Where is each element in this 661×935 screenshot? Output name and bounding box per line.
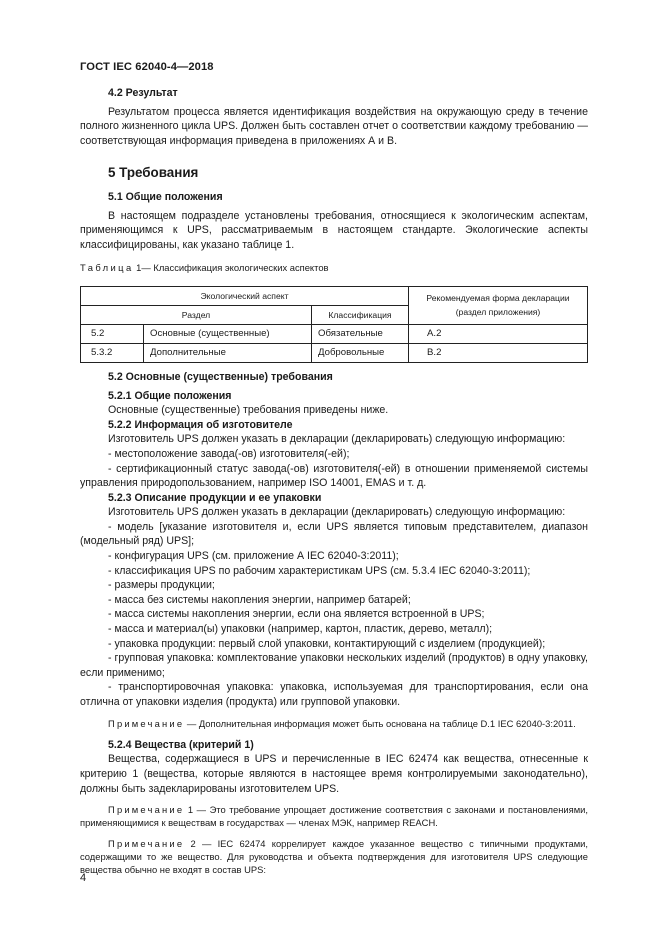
table-header-classification: Классификация bbox=[312, 305, 409, 324]
list-item: - масса и материал(ы) упаковки (например, картон, пластик, дерево, металл); bbox=[108, 623, 493, 636]
list-item: - классификация UPS по рабочим характеристикам UPS (см. 5.3.4 IEC 62040-3:2011); bbox=[108, 564, 531, 577]
table-header-aspect: Экологический аспект bbox=[81, 286, 409, 305]
list-item: - размеры продукции; bbox=[108, 579, 215, 592]
section-5-2-4-title: 5.2.4 Вещества (критерий 1) bbox=[108, 738, 254, 751]
table-cell-aspect-name: Дополнительные bbox=[144, 343, 312, 362]
section-5-2-1-title: 5.2.1 Общие положения bbox=[108, 389, 232, 402]
document-header: ГОСТ IEC 62040-4—2018 bbox=[80, 61, 214, 73]
table-cell-section-number: 5.3.2 bbox=[81, 343, 144, 362]
table-header-recommended: Рекомендуемая форма декларации (раздел приложения) bbox=[409, 286, 588, 324]
section-5-1-title: 5.1 Общие положения bbox=[108, 190, 223, 203]
list-item: - сертификационный статус завода(-ов) изготовителя(-ей) в отношении применяемой системы управления природопользованием, например ISO 14001, EMAS и т. д. bbox=[80, 462, 588, 490]
section-4-2-title: 4.2 Результат bbox=[108, 87, 178, 99]
section-5-title: 5 Требования bbox=[108, 165, 199, 181]
section-5-2-3-intro: Изготовитель UPS должен указать в декларации (декларировать) следующую информацию: bbox=[108, 506, 566, 519]
table-cell-form: В.2 bbox=[409, 343, 588, 362]
section-5-2-2-intro: Изготовитель UPS должен указать в декларации (декларировать) следующую информацию: bbox=[108, 433, 566, 446]
list-item: - масса без системы накопления энергии, например батарей; bbox=[108, 593, 411, 606]
table-header-section: Раздел bbox=[81, 305, 312, 324]
table-cell-aspect-name: Основные (существенные) bbox=[144, 324, 312, 343]
table-cell-classification: Обязательные bbox=[312, 324, 409, 343]
table-row bbox=[81, 343, 588, 362]
list-item: - местоположение завода(-ов) изготовителя(-ей); bbox=[108, 447, 350, 460]
classification-table bbox=[80, 286, 588, 363]
section-5-2-4-paragraph: Вещества, содержащиеся в UPS и перечисленные в IEC 62474 как вещества, отнесенные к критерию 1 (вещества, которые являются в настоящее время контролируемыми законодательно), должны быть задекларированы изготовителем UPS. bbox=[80, 753, 588, 795]
table-caption-text: 1— Классификация экологических аспектов bbox=[136, 262, 329, 274]
section-5-2-3-title: 5.2.3 Описание продукции и ее упаковки bbox=[108, 491, 322, 504]
document-body bbox=[80, 86, 588, 876]
note-text: — Дополнительная информация может быть основана на таблице D.1 IEC 62040-3:2011. bbox=[184, 717, 576, 729]
list-item: - групповая упаковка: комплектование упаковки нескольких изделий (продуктов) в одну упаковку, если применимо; bbox=[80, 652, 588, 679]
note bbox=[80, 717, 588, 730]
list-item: - модель [указание изготовителя и, если UPS является типовым представителем, диапазон (модельный ряд) UPS]; bbox=[80, 520, 588, 548]
note-text: 1 — Это требование упрощает достижение соответствия с законами и постановлениями, применяющимися к веществам в государствах — членах МЭК, например REACH. bbox=[80, 804, 588, 829]
table-cell-form: А.2 bbox=[409, 324, 588, 343]
note-label: Примечание bbox=[108, 837, 185, 849]
list-item: - транспортировочная упаковка: упаковка, используемая для транспортирования, если она отлична от упаковки изделия (продукта) или групповой упаковки. bbox=[80, 681, 588, 708]
section-5-1-paragraph: В настоящем подразделе установлены требования, относящиеся к экологическим аспектам, применяющимся к UPS, рассматриваемым в настоящем стандарте. Экологические аспекты классифицированы, как указано таблице 1. bbox=[80, 209, 588, 251]
section-4-2-paragraph: Результатом процесса является идентификация воздействия на окружающую среду в течение полного жизненного цикла UPS. Должен быть составлен отчет о соответствии каждому требованию — соответствующая информация приведена в приложениях А и В. bbox=[80, 105, 588, 147]
note-label: Примечание bbox=[108, 717, 185, 729]
list-item: - масса системы накопления энергии, если она является встроенной в UPS; bbox=[108, 608, 485, 621]
note-text: 2 — IEC 62474 коррелирует каждое указанное вещество с типичными продуктами, содержащими то же вещество. Для руководства и объекта подтверждения для изготовителя UPS следующие вещества обычно не входят в состав UPS: bbox=[80, 837, 588, 875]
section-5-2-2-title: 5.2.2 Информация об изготовителе bbox=[108, 418, 293, 431]
note-1 bbox=[80, 803, 588, 829]
table-cell-section-number: 5.2 bbox=[81, 324, 144, 343]
table-cell-classification: Добровольные bbox=[312, 343, 409, 362]
section-5-2-title: 5.2 Основные (существенные) требования bbox=[108, 370, 333, 383]
list-item: - упаковка продукции: первый слой упаковки, контактирующий с изделием (продукцией); bbox=[108, 637, 546, 650]
table-caption-label: Таблица bbox=[80, 262, 134, 274]
note-2 bbox=[80, 837, 588, 877]
page-number: 4 bbox=[80, 872, 87, 884]
table-caption bbox=[80, 261, 588, 276]
note-label: Примечание bbox=[108, 804, 185, 816]
table-row bbox=[81, 324, 588, 343]
list-item: - конфигурация UPS (см. приложение А IEC 62040-3:2011); bbox=[108, 550, 399, 563]
section-5-2-1-paragraph: Основные (существенные) требования приведены ниже. bbox=[108, 404, 389, 417]
